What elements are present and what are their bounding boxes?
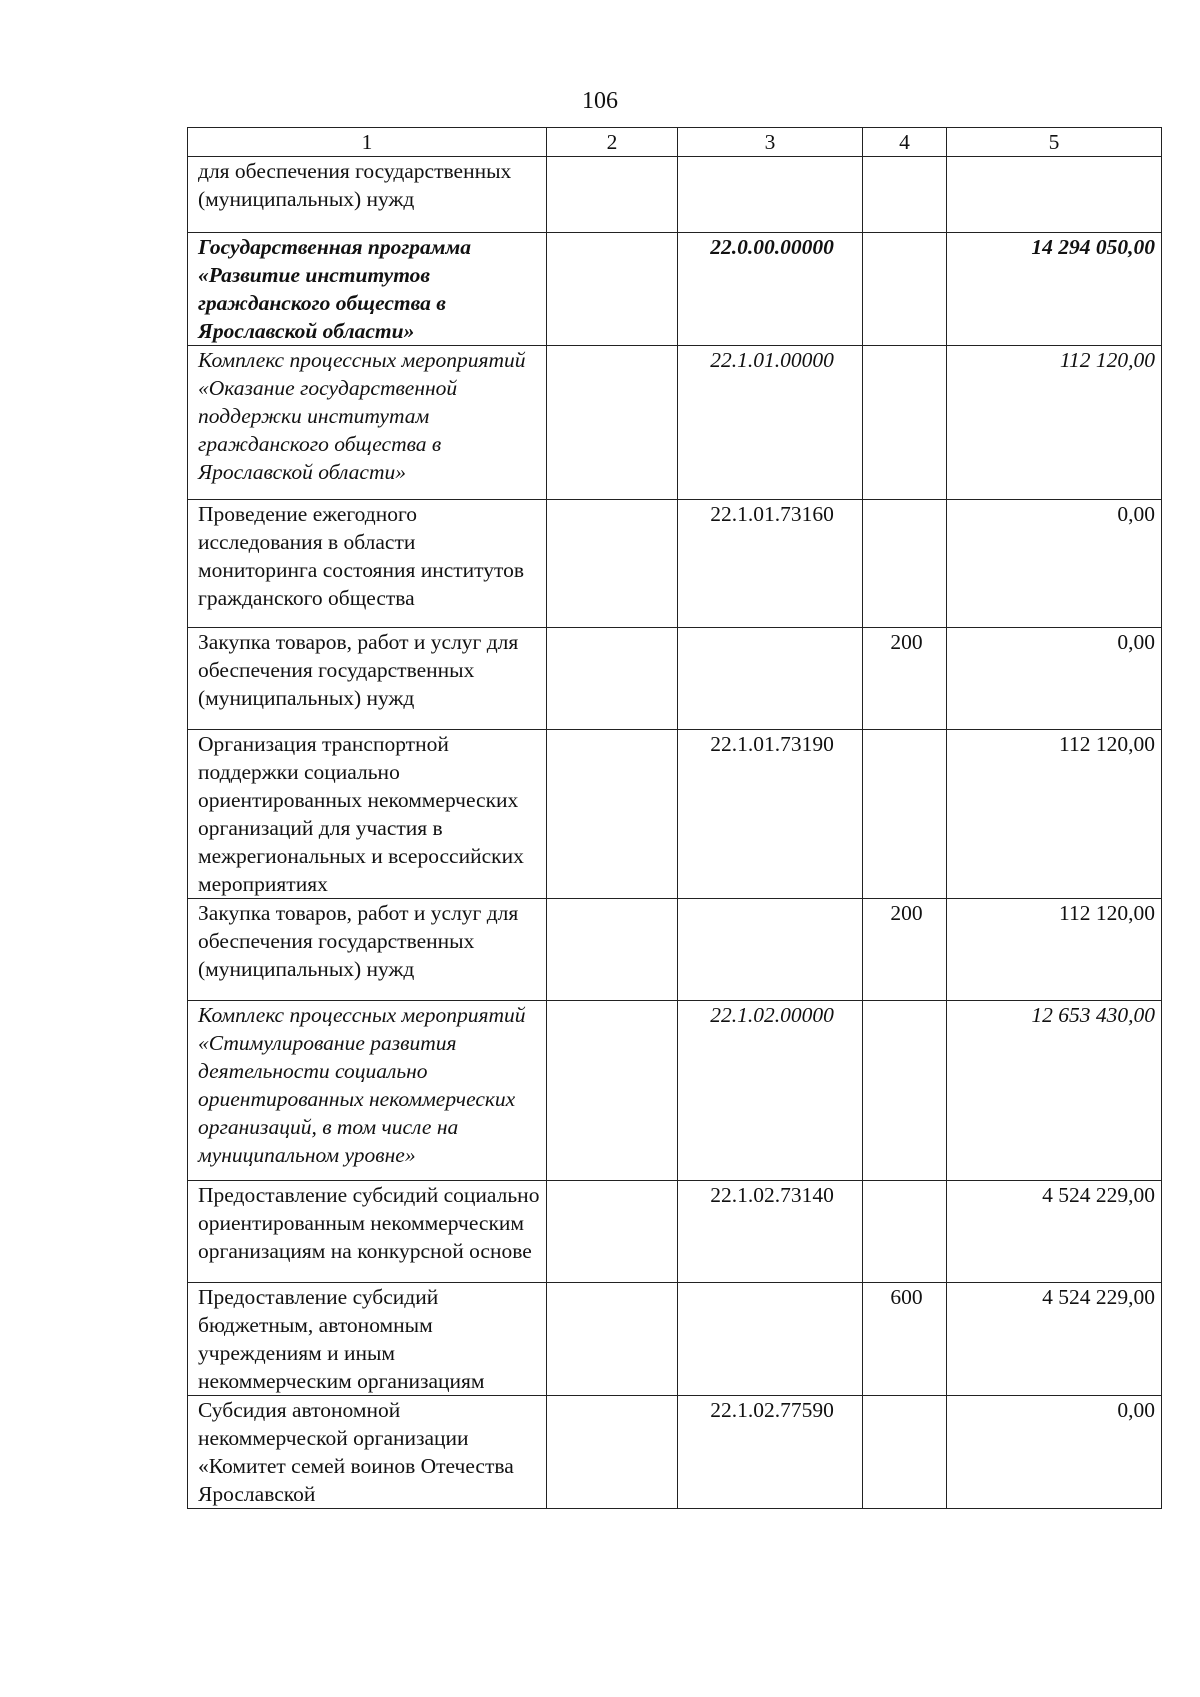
column-header-4: 4 (863, 128, 947, 157)
table-row (188, 1396, 1162, 1509)
table-row (188, 1001, 1162, 1181)
row-description: Закупка товаров, работ и услуг для обеспечения государственных (муниципальных) нужд (188, 628, 547, 730)
row-amount: 4 524 229,00 (947, 1283, 1162, 1396)
row-expense-type (863, 1001, 947, 1181)
row-column-2 (547, 346, 678, 500)
table-row (188, 346, 1162, 500)
row-description: для обеспечения государственных (муниципальных) нужд (188, 157, 547, 233)
row-column-2 (547, 500, 678, 628)
row-amount: 0,00 (947, 500, 1162, 628)
row-description: Предоставление субсидий социально ориентированным некоммерческим организациям на конкурсной основе (188, 1181, 547, 1283)
header-row (188, 128, 1162, 157)
row-expense-type (863, 157, 947, 233)
row-target-code (678, 628, 863, 730)
row-target-code: 22.1.02.77590 (678, 1396, 863, 1509)
row-description: Предоставление субсидий бюджетным, автономным учреждениям и иным некоммерческим организациям (188, 1283, 547, 1396)
row-target-code (678, 1283, 863, 1396)
column-header-3: 3 (678, 128, 863, 157)
table-row (188, 500, 1162, 628)
column-header-5: 5 (947, 128, 1162, 157)
table-row (188, 1181, 1162, 1283)
row-amount: 0,00 (947, 1396, 1162, 1509)
column-header-1: 1 (188, 128, 547, 157)
row-description: Проведение ежегодного исследования в области мониторинга состояния институтов гражданского общества (188, 500, 547, 628)
row-expense-type: 200 (863, 628, 947, 730)
row-column-2 (547, 628, 678, 730)
row-target-code: 22.1.01.73160 (678, 500, 863, 628)
row-target-code: 22.0.00.00000 (678, 233, 863, 346)
column-header-2: 2 (547, 128, 678, 157)
budget-table (187, 127, 1162, 1509)
row-target-code (678, 157, 863, 233)
row-expense-type: 200 (863, 899, 947, 1001)
row-amount: 112 120,00 (947, 899, 1162, 1001)
row-amount: 112 120,00 (947, 730, 1162, 899)
row-target-code: 22.1.01.00000 (678, 346, 863, 500)
row-column-2 (547, 1181, 678, 1283)
row-description: Комплекс процессных мероприятий «Оказание государственной поддержки институтам гражданского общества в Ярославской области» (188, 346, 547, 500)
row-target-code: 22.1.02.73140 (678, 1181, 863, 1283)
row-column-2 (547, 730, 678, 899)
table-row (188, 628, 1162, 730)
row-expense-type (863, 233, 947, 346)
row-column-2 (547, 1396, 678, 1509)
table-row (188, 730, 1162, 899)
row-column-2 (547, 233, 678, 346)
row-column-2 (547, 1283, 678, 1396)
row-amount: 4 524 229,00 (947, 1181, 1162, 1283)
row-column-2 (547, 157, 678, 233)
row-target-code: 22.1.02.00000 (678, 1001, 863, 1181)
row-amount: 0,00 (947, 628, 1162, 730)
row-column-2 (547, 1001, 678, 1181)
row-description: Организация транспортной поддержки социально ориентированных некоммерческих организаций для участия в межрегиональных и всероссийских мероприятиях (188, 730, 547, 899)
row-expense-type (863, 1396, 947, 1509)
row-description: Закупка товаров, работ и услуг для обеспечения государственных (муниципальных) нужд (188, 899, 547, 1001)
page-number: 106 (582, 88, 618, 114)
row-amount: 14 294 050,00 (947, 233, 1162, 346)
row-expense-type (863, 1181, 947, 1283)
row-amount: 12 653 430,00 (947, 1001, 1162, 1181)
row-description: Субсидия автономной некоммерческой организации «Комитет семей воинов Отечества Ярославской (188, 1396, 547, 1509)
table-row (188, 233, 1162, 346)
table-body (188, 157, 1162, 1509)
row-target-code (678, 899, 863, 1001)
row-column-2 (547, 899, 678, 1001)
table-row (188, 899, 1162, 1001)
row-expense-type (863, 500, 947, 628)
row-amount (947, 157, 1162, 233)
row-expense-type: 600 (863, 1283, 947, 1396)
table-row (188, 1283, 1162, 1396)
row-amount: 112 120,00 (947, 346, 1162, 500)
table-row (188, 157, 1162, 233)
row-expense-type (863, 730, 947, 899)
row-expense-type (863, 346, 947, 500)
row-description: Государственная программа «Развитие институтов гражданского общества в Ярославской области» (188, 233, 547, 346)
row-target-code: 22.1.01.73190 (678, 730, 863, 899)
row-description: Комплекс процессных мероприятий «Стимулирование развития деятельности социально ориентированных некоммерческих организаций, в том числе на муниципальном уровне» (188, 1001, 547, 1181)
